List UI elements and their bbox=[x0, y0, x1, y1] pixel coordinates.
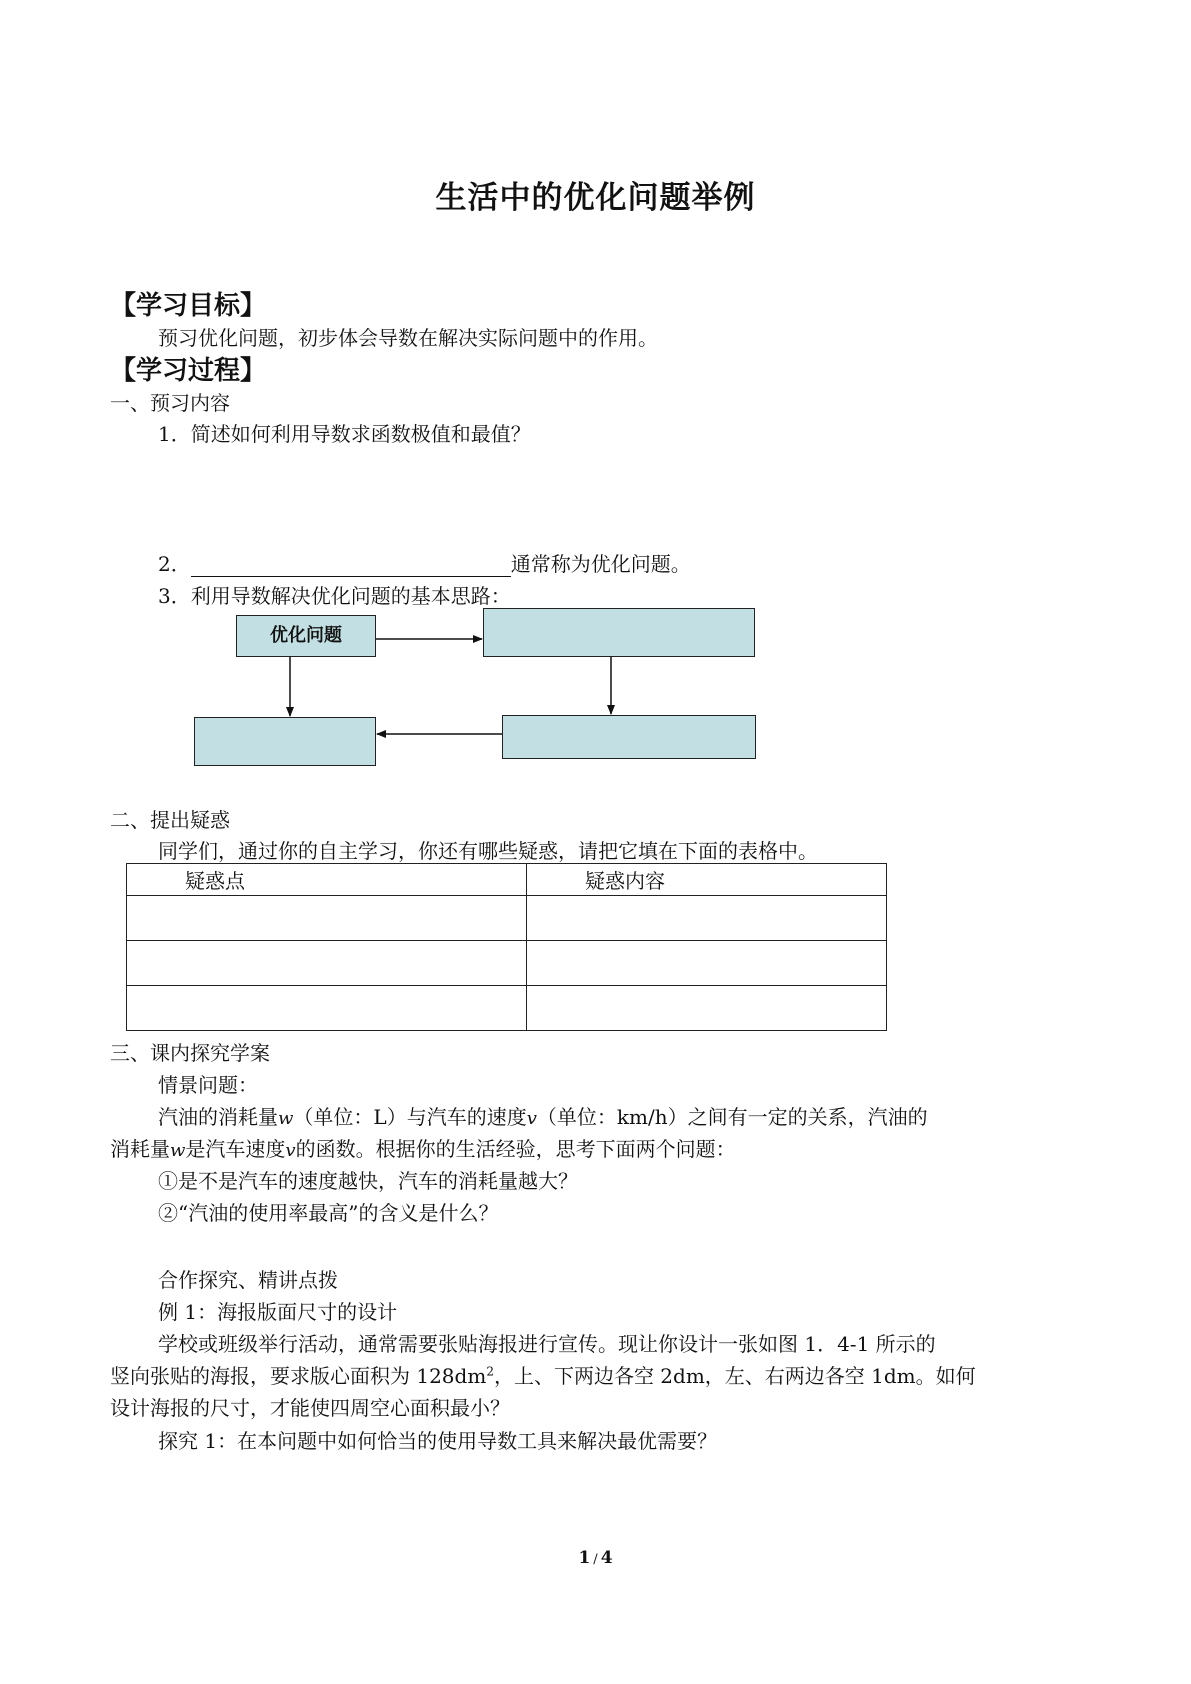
example1-line1: 学校或班级举行活动，通常需要张贴海报进行宣传。现让你设计一张如图 1．4-1 所示的 bbox=[158, 1332, 936, 1356]
text-run: 汽油的消耗量 bbox=[158, 1105, 278, 1129]
table-row bbox=[127, 941, 887, 986]
var-v: v bbox=[285, 1140, 296, 1161]
text-run: 竖向张贴的海报，要求版心面积为 128dm bbox=[110, 1364, 487, 1388]
text-run: 消耗量 bbox=[110, 1137, 170, 1161]
table-cell[interactable] bbox=[127, 896, 527, 941]
example1-title: 例 1：海报版面尺寸的设计 bbox=[158, 1300, 398, 1324]
superscript: 2 bbox=[486, 1364, 494, 1379]
question-2-prefix: 2． bbox=[158, 552, 191, 576]
example1-line3: 设计海报的尺寸，才能使四周空心面积最小？ bbox=[110, 1396, 510, 1420]
table-cell[interactable] bbox=[127, 986, 527, 1031]
scenario-para-line2 bbox=[110, 1133, 736, 1162]
question-2-suffix: 通常称为优化问题。 bbox=[510, 552, 691, 576]
text-run: （单位：km/h）之间有一定的关系，汽油的 bbox=[536, 1105, 928, 1129]
var-w: w bbox=[278, 1108, 294, 1129]
table-header-point: 疑惑点 bbox=[127, 864, 527, 896]
section3-heading: 三、课内探究学案 bbox=[110, 1041, 270, 1065]
flow-box-start-label: 优化问题 bbox=[270, 625, 342, 646]
goals-text: 预习优化问题，初步体会导数在解决实际问题中的作用。 bbox=[158, 326, 658, 350]
table-cell[interactable] bbox=[527, 896, 887, 941]
flow-arrows bbox=[0, 0, 1191, 800]
page-sep: / bbox=[593, 1552, 598, 1567]
question-b: ②“汽油的使用率最高”的含义是什么？ bbox=[158, 1201, 499, 1225]
question-a: ①是不是汽车的速度越快，汽车的消耗量越大？ bbox=[158, 1169, 578, 1193]
question-3: 3．利用导数解决优化问题的基本思路： bbox=[158, 584, 511, 608]
var-v: v bbox=[526, 1108, 537, 1129]
text-run: 是汽车速度 bbox=[185, 1137, 286, 1161]
table-row bbox=[127, 896, 887, 941]
section2-intro: 同学们，通过你的自主学习，你还有哪些疑惑，请把它填在下面的表格中。 bbox=[158, 839, 818, 863]
table-row bbox=[127, 986, 887, 1031]
table-cell[interactable] bbox=[127, 941, 527, 986]
table-cell[interactable] bbox=[527, 941, 887, 986]
page-total: 4 bbox=[600, 1548, 613, 1568]
process-heading: 【学习过程】 bbox=[110, 356, 267, 386]
example1-line2 bbox=[110, 1360, 976, 1389]
text-run: （单位：L）与汽车的速度 bbox=[293, 1105, 527, 1129]
table-cell[interactable] bbox=[527, 986, 887, 1031]
scenario-para-line1 bbox=[158, 1101, 928, 1130]
var-w: w bbox=[170, 1140, 186, 1161]
text-run: ，上、下两边各空 2dm，左、右两边各空 1dm。如何 bbox=[493, 1364, 976, 1388]
section2-heading: 二、提出疑惑 bbox=[110, 808, 230, 832]
section1-heading: 一、预习内容 bbox=[110, 391, 230, 415]
text-run: 的函数。根据你的生活经验，思考下面两个问题： bbox=[295, 1137, 736, 1161]
scenario-label: 情景问题： bbox=[158, 1073, 258, 1097]
question-1: 1．简述如何利用导数求函数极值和最值？ bbox=[158, 422, 531, 446]
page-number bbox=[0, 1548, 1191, 1568]
coop-heading: 合作探究、精讲点拨 bbox=[158, 1268, 338, 1292]
page-current: 1 bbox=[578, 1548, 591, 1568]
table-header-content: 疑惑内容 bbox=[527, 864, 887, 896]
page-title: 生活中的优化问题举例 bbox=[435, 180, 756, 216]
table-header-row bbox=[127, 864, 887, 896]
goals-heading: 【学习目标】 bbox=[110, 291, 267, 321]
explore1: 探究 1：在本问题中如何恰当的使用导数工具来解决最优需要？ bbox=[158, 1429, 718, 1453]
doubts-table bbox=[126, 863, 887, 1031]
